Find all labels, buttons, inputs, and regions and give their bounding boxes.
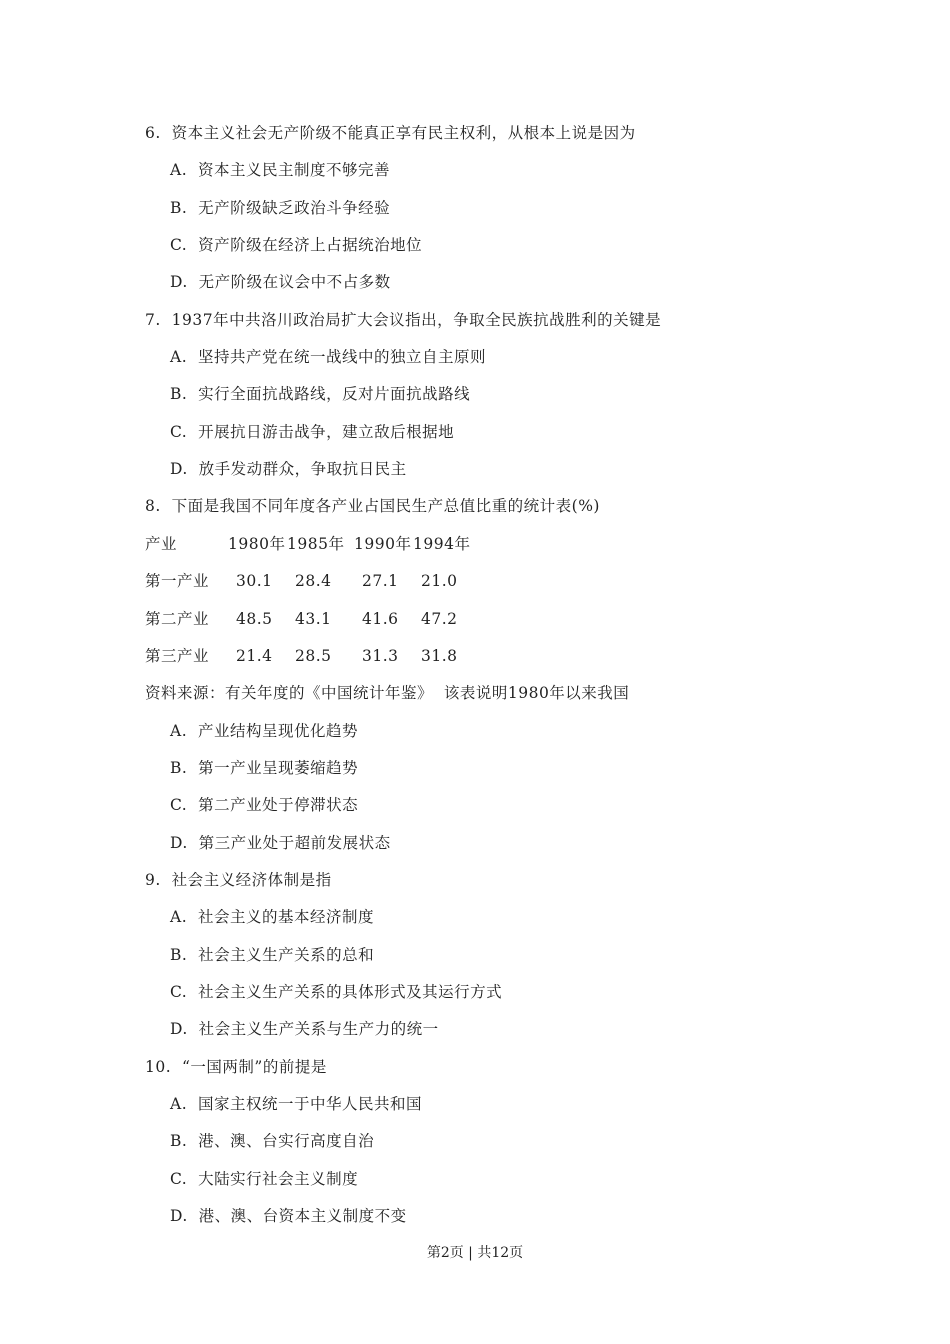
table-cell: 43.1 <box>295 610 332 628</box>
question-6-option-d: D. 无产阶级在议会中不占多数 <box>170 273 391 291</box>
question-8-stem: 8. 下面是我国不同年度各产业占国民生产总值比重的统计表(%) <box>145 497 600 515</box>
question-7-option-d: D. 放手发动群众，争取抗日民主 <box>170 460 407 478</box>
question-9-stem: 9. 社会主义经济体制是指 <box>145 871 332 889</box>
question-7-option-b: B. 实行全面抗战路线，反对片面抗战路线 <box>170 385 471 403</box>
table-cell: 21.4 <box>236 647 273 665</box>
table-cell: 31.8 <box>421 647 458 665</box>
page-footer: 第2页 | 共12页 <box>426 1245 524 1261</box>
question-9-option-b: B. 社会主义生产关系的总和 <box>170 946 375 964</box>
question-6-option-a: A. 资本主义民主制度不够完善 <box>170 161 390 179</box>
table-cell: 31.3 <box>362 647 399 665</box>
table-cell: 47.2 <box>421 610 458 628</box>
table-header-cell: 1980年 <box>228 535 286 553</box>
table-header-cell: 1994年 <box>413 535 471 553</box>
question-10-option-c: C. 大陆实行社会主义制度 <box>170 1170 359 1188</box>
question-7-option-c: C. 开展抗日游击战争，建立敌后根据地 <box>170 423 455 441</box>
question-9-option-c: C. 社会主义生产关系的具体形式及其运行方式 <box>170 983 503 1001</box>
table-cell: 21.0 <box>421 572 458 590</box>
table-cell: 41.6 <box>362 610 399 628</box>
table-cell: 27.1 <box>362 572 399 590</box>
question-8-option-b: B. 第一产业呈现萎缩趋势 <box>170 759 359 777</box>
question-6-option-b: B. 无产阶级缺乏政治斗争经验 <box>170 199 391 217</box>
question-9-option-d: D. 社会主义生产关系与生产力的统一 <box>170 1020 439 1038</box>
table-cell: 第三产业 <box>145 647 210 665</box>
table-header-cell: 1985年 <box>287 535 345 553</box>
question-10-option-d: D. 港、澳、台资本主义制度不变 <box>170 1207 407 1225</box>
question-8-option-d: D. 第三产业处于超前发展状态 <box>170 834 391 852</box>
question-10-stem: 10. “一国两制”的前提是 <box>145 1058 327 1076</box>
question-8-option-c: C. 第二产业处于停滞状态 <box>170 796 359 814</box>
question-6-option-c: C. 资产阶级在经济上占据统治地位 <box>170 236 423 254</box>
table-cell: 48.5 <box>236 610 273 628</box>
question-6-stem: 6. 资本主义社会无产阶级不能真正享有民主权利，从根本上说是因为 <box>145 124 636 142</box>
question-10-option-b: B. 港、澳、台实行高度自治 <box>170 1132 375 1150</box>
table-cell: 第一产业 <box>145 572 210 590</box>
question-7-stem: 7. 1937年中共洛川政治局扩大会议指出，争取全民族抗战胜利的关键是 <box>145 311 662 329</box>
table-header-cell: 产业 <box>145 535 178 553</box>
table-cell: 30.1 <box>236 572 273 590</box>
table-cell: 28.5 <box>295 647 332 665</box>
table-source-note: 资料来源：有关年度的《中国统计年鉴》 该表说明1980年以来我国 <box>145 684 630 702</box>
question-8-option-a: A. 产业结构呈现优化趋势 <box>170 722 358 740</box>
question-9-option-a: A. 社会主义的基本经济制度 <box>170 908 374 926</box>
table-cell: 28.4 <box>295 572 332 590</box>
table-header-cell: 1990年 <box>354 535 412 553</box>
question-10-option-a: A. 国家主权统一于中华人民共和国 <box>170 1095 422 1113</box>
question-7-option-a: A. 坚持共产党在统一战线中的独立自主原则 <box>170 348 486 366</box>
table-cell: 第二产业 <box>145 610 210 628</box>
